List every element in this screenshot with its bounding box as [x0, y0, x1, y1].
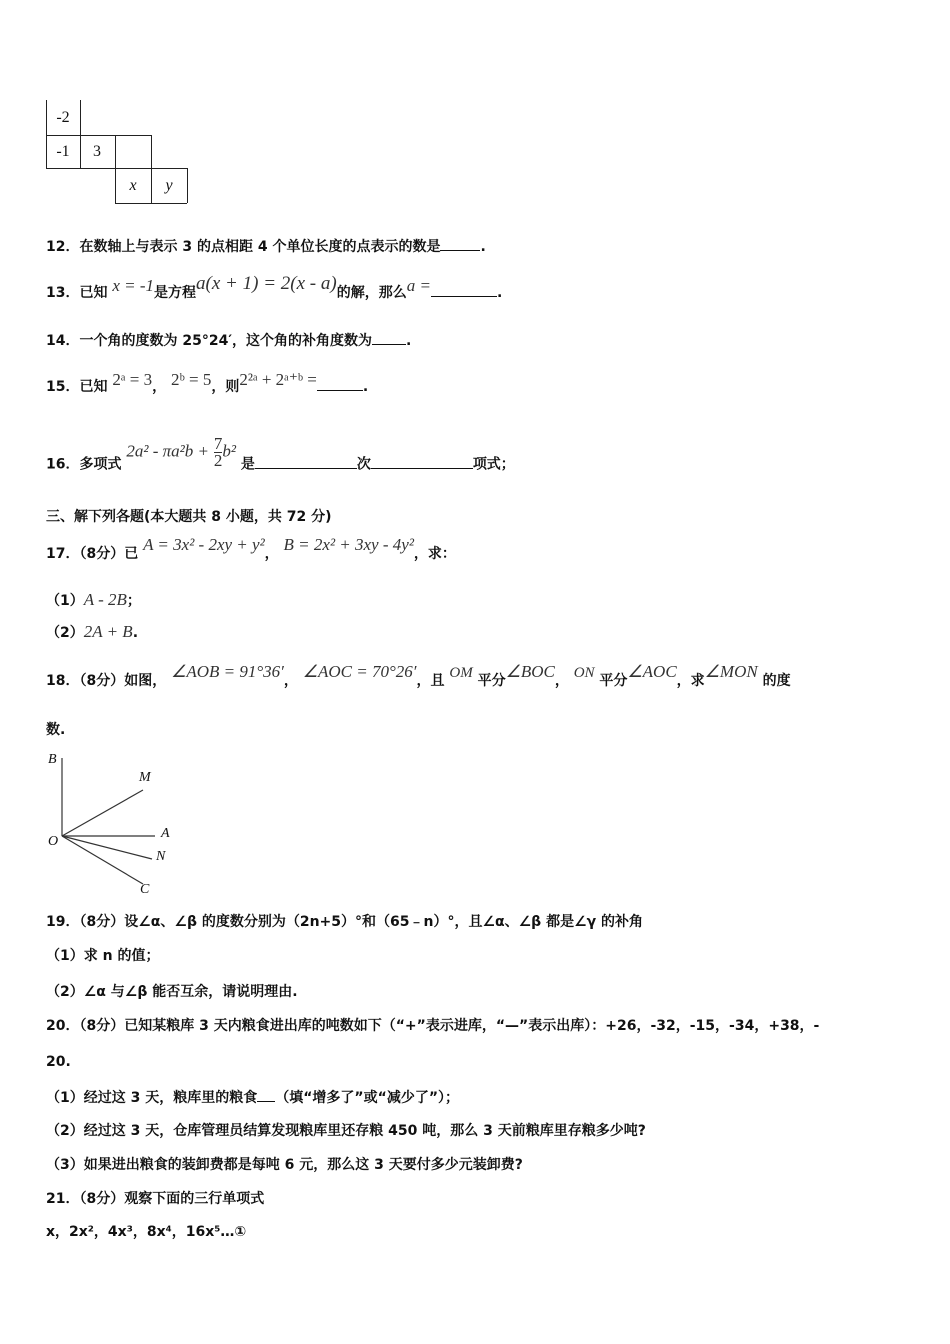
q-text: ，则 [211, 379, 240, 395]
math-expr: ∠BOC [505, 662, 555, 681]
q-text: . [480, 239, 486, 255]
grid-cell: y [165, 177, 173, 194]
q-text: ， [264, 546, 279, 562]
q-text: 平分 [477, 673, 506, 689]
question-20-part-2: （2）经过这 3 天，仓库管理员结算发现粮库里还存粮 450 吨，那么 3 天前粮库里存粮多少吨? [46, 1123, 646, 1139]
question-20: 20．（8分）已知某粮库 3 天内粮食进出库的吨数如下（“+”表示进库，“—”表示出库）：+26，-32，-15，-34，+38，- [46, 1018, 820, 1034]
q-number: 14． [46, 333, 80, 349]
q-text: 多项式 [79, 456, 122, 473]
math-expr: a = [406, 276, 431, 295]
answer-blank [440, 236, 480, 251]
q-text: 数. [46, 722, 66, 738]
fraction-numerator: 7 [213, 434, 223, 453]
q-number: 16． [46, 456, 80, 473]
math-expr: 2A + B [83, 622, 133, 641]
math-expr: 2²ᵃ + 2ᵃ⁺ᵇ = [239, 370, 317, 389]
answer-blank [257, 1087, 275, 1102]
q-number: 13． [46, 285, 80, 301]
q-text: ，且 [416, 673, 445, 689]
point-label-m: M [139, 770, 151, 785]
q-text: ， [152, 379, 167, 395]
q-text: 平分 [599, 673, 628, 689]
q-text: ， [283, 673, 298, 689]
q-number: 15． [46, 379, 80, 395]
q-number: 17． [46, 546, 80, 562]
q-text: 已知 [79, 379, 108, 395]
angle-rays [0, 0, 200, 900]
math-expr: x = -1 [112, 276, 155, 295]
point-label-a: A [161, 826, 170, 841]
q-text: （1）经过这 3 天，粮库里的粮食 [46, 1090, 258, 1106]
question-20-part-3: （3）如果进出粮食的装卸费都是每吨 6 元，那么这 3 天要付多少元装卸费? [46, 1157, 523, 1173]
math-expr: A - 2B [83, 590, 127, 609]
grid-cell: -2 [56, 109, 70, 126]
question-19-part-1: （1）求 n 的值； [46, 948, 160, 964]
math-expr: ∠MON [704, 662, 758, 681]
q-text: 的解，那么 [336, 285, 407, 301]
math-expr: B = 2x² + 3xy - 4y² [283, 535, 414, 554]
math-expr: ON [573, 665, 595, 681]
question-21: 21．（8分）观察下面的三行单项式 [46, 1191, 265, 1207]
q-text: . [132, 625, 139, 641]
part-label: （2） [46, 625, 84, 641]
math-expr: A = 3x² - 2xy + y² [143, 535, 265, 554]
answer-blank [371, 454, 473, 469]
q-text: ； [126, 593, 141, 609]
math-expr: OM [449, 665, 473, 681]
q-number: 18． [46, 673, 80, 689]
q-text: （8分）如图， [79, 673, 167, 689]
q-text: ，求： [413, 546, 456, 562]
grid-cell: -1 [56, 143, 70, 160]
q-text: 是方程 [154, 285, 197, 301]
math-expr: a(x + 1) = 2(x - a) [196, 273, 337, 294]
monomial-row-1: x，2x²，4x³，8x⁴，16x⁵…① [46, 1224, 247, 1240]
math-expr: 2ᵃ = 3 [112, 370, 153, 389]
question-20-part-1 [46, 1087, 459, 1108]
grid-cell: x [129, 177, 137, 194]
point-label-n: N [156, 849, 166, 864]
question-19: 19．（8分）设∠α、∠β 的度数分别为（2n+5）°和（65﹣n）°，且∠α、∠β 都是∠γ 的补角 [46, 914, 644, 930]
question-19-part-2: （2）∠α 与∠β 能否互余，请说明理由. [46, 984, 298, 1000]
answer-blank [431, 282, 497, 297]
math-expr: 2a² - πa²b + [126, 441, 209, 461]
answer-blank [372, 330, 406, 345]
q-text: . [406, 333, 412, 349]
math-expr: 2ᵇ = 5 [170, 370, 212, 389]
answer-blank [317, 376, 363, 391]
q-number: 12． [46, 239, 80, 255]
q-text: 已知 [79, 285, 108, 301]
point-label-o: O [48, 834, 59, 849]
point-label-b: B [48, 752, 57, 767]
q-text: 次 [356, 456, 371, 473]
q-text: 20. [46, 1054, 71, 1070]
part-label: （1） [46, 593, 84, 609]
section-heading: 三、解下列各题(本大题共 8 小题，共 72 分) [46, 509, 332, 525]
math-expr: ∠AOC = 70°26′ [302, 662, 417, 681]
grid-cell: 3 [93, 143, 101, 160]
fraction-denominator: 2 [213, 451, 223, 470]
math-expr: ∠AOB = 91°36′ [171, 662, 284, 681]
q-text: . [362, 379, 369, 395]
answer-blank [255, 454, 357, 469]
q-text: . [496, 285, 503, 301]
q-text: （填“增多了”或“减少了”）； [275, 1090, 460, 1106]
point-label-c: C [140, 882, 150, 897]
q-text: 一个角的度数为 25°24′，这个角的补角度数为 [79, 333, 373, 349]
q-text: 在数轴上与表示 3 的点相距 4 个单位长度的点表示的数是 [79, 239, 441, 255]
math-expr: ∠AOC [627, 662, 677, 681]
q-text: ，求 [676, 673, 705, 689]
q-text: （8分）已 [79, 546, 139, 562]
q-text: 项式； [472, 456, 515, 473]
q-text: 的度 [762, 673, 791, 689]
math-expr: b² [222, 441, 236, 461]
q-text: ， [554, 673, 569, 689]
q-text: 是 [240, 456, 255, 473]
